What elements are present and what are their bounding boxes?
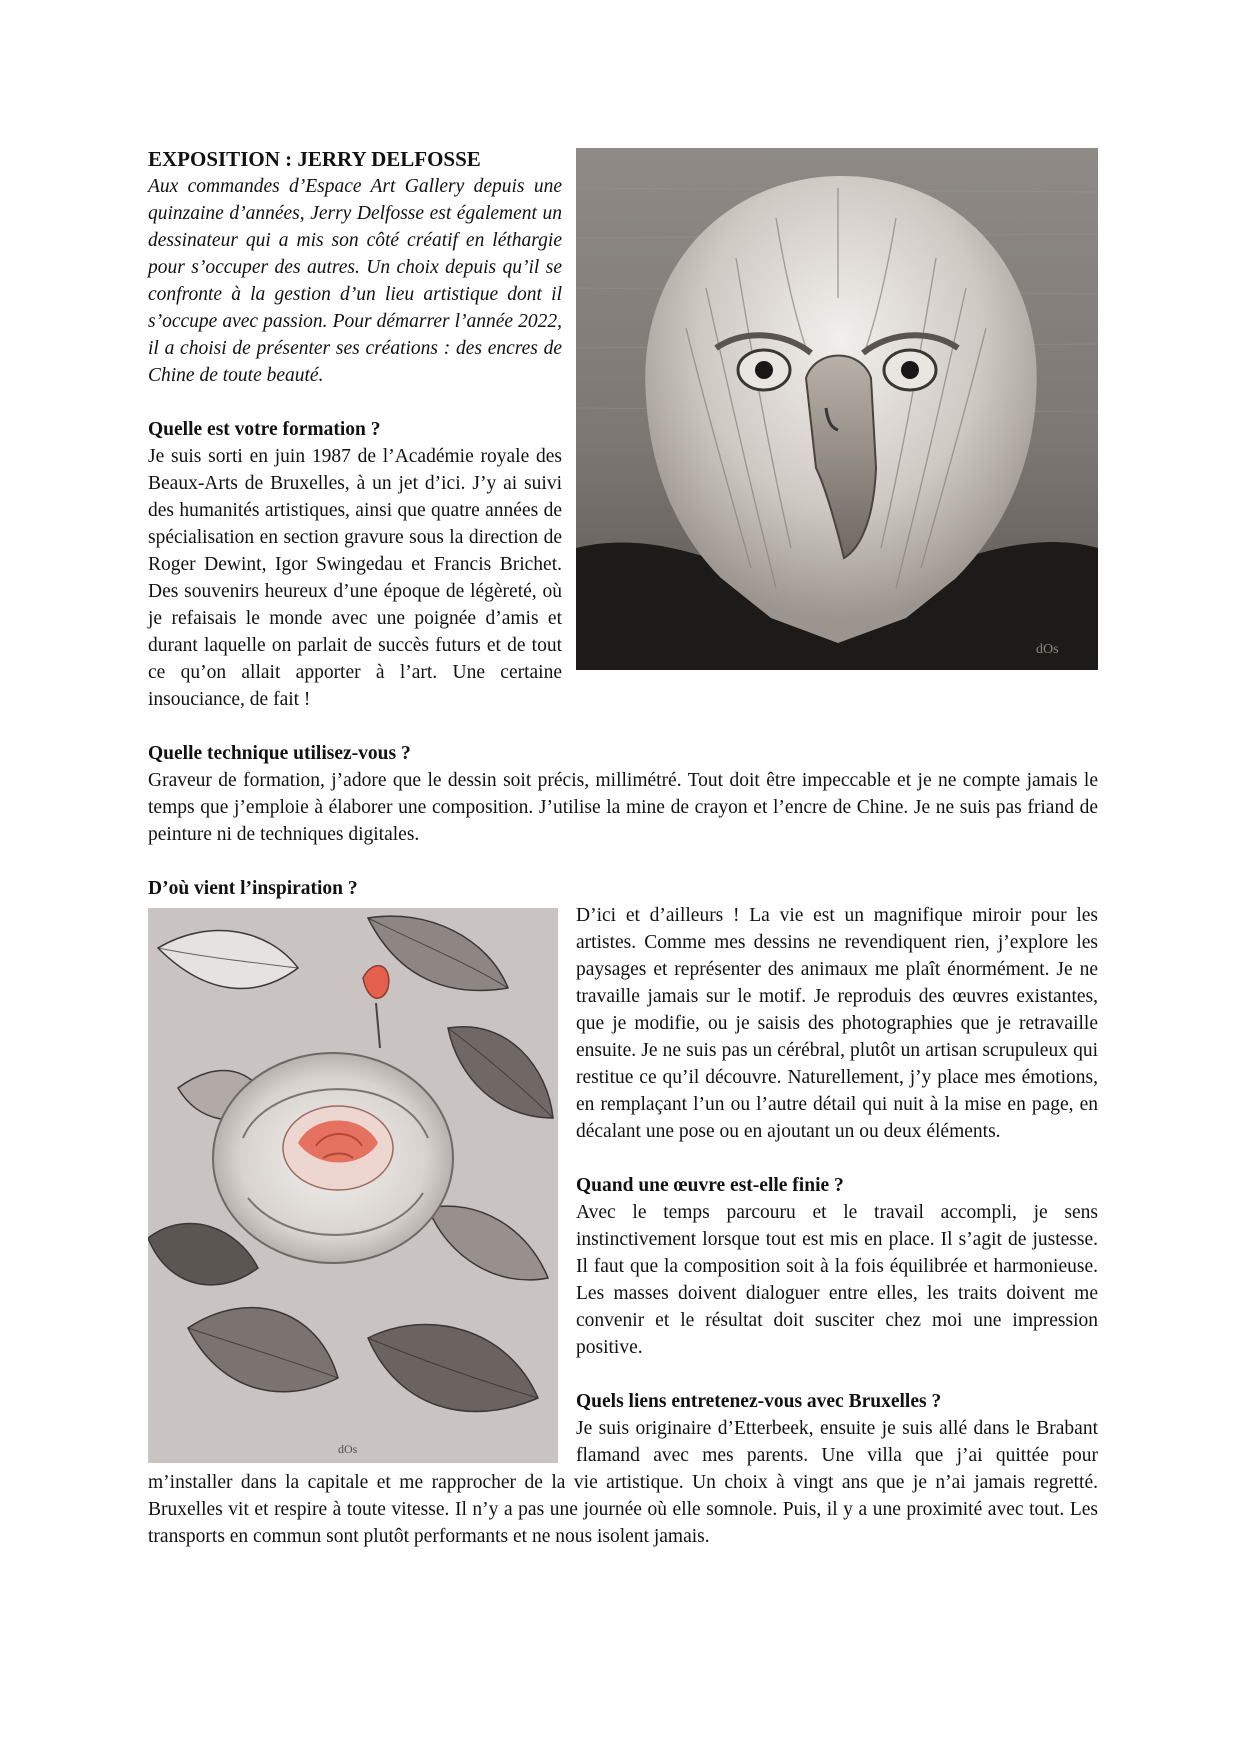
rose-ink-drawing-icon [148, 908, 558, 1463]
rose-signature: dOs [338, 1442, 358, 1456]
eagle-illustration [576, 148, 1098, 670]
question-formation: Quelle est votre formation ? [148, 419, 381, 440]
answer-bruxelles: Je suis originaire d’Etterbeek, ensuite je suis allé dans le Brabant flamand avec mes parents. Une villa que j’ai quittée pour m’installer dans la capitale et me rapprocher de la vie artistique. Un choix à vingt ans que je n’ai jamais regretté. Bruxelles vit et respire à toute vitesse. Il n’y a pas une journée où elle somnole. Puis, il y a une proximité avec tout. Les transports en commun sont plutôt performants et ne nous isolent jamais. [148, 1418, 1098, 1547]
section-technique [148, 740, 1098, 848]
article-intro: Aux commandes d’Espace Art Gallery depuis une quinzaine d’années, Jerry Delfosse est également un dessinateur qui a mis son côté créatif en léthargie pour s’occuper des autres. Un choix depuis qu’il se confronte à la gestion d’un lieu artistique dont il s’occupe avec passion. Pour démarrer l’année 2022, il a choisi de présenter ses créations : des encres de Chine de toute beauté. [148, 176, 562, 386]
answer-formation: Je suis sorti en juin 1987 de l’Académie royale des Beaux-Arts de Bruxelles, à un jet d’ici. J’y ai suivi des humanités artistiques, ainsi que quatre années de spécialisation en section gravure sous la direction de Roger Dewint, Igor Swingedau et Francis Brichet. Des souvenirs heureux d’une époque de légèreté, où je refaisais le monde avec une poignée d’amis et durant laquelle on parlait de succès futurs et de tout ce qu’on allait apporter à l’art. Une certaine insouciance, de fait ! [148, 446, 562, 710]
answer-inspiration: D’ici et d’ailleurs ! La vie est un magnifique miroir pour les artistes. Comme mes dessins ne revendiquent rien, j’explore les paysages et représenter des animaux me plaît énormément. Je ne travaille jamais sur le motif. Je reproduis des œuvres existantes, que je modifie, ou je saisis des photographies que je retravaille ensuite. Je ne suis pas un cérébral, plutôt un artisan scrupuleux qui restitue ce qu’il découvre. Naturellement, j’y place mes émotions, en remplaçant l’un ou l’autre détail qui nuit à la mise en page, en décalant une pose ou en ajoutant un ou deux éléments. [576, 905, 1098, 1142]
question-finie: Quand une œuvre est-elle finie ? [576, 1175, 844, 1196]
answer-technique: Graveur de formation, j’adore que le dessin soit précis, millimétré. Tout doit être impeccable et je ne compte jamais le temps que j’emploie à élaborer une composition. J’utilise la mine de crayon et l’encre de Chine. Je ne suis pas friand de peinture ni de techniques digitales. [148, 770, 1098, 845]
answer-finie: Avec le temps parcouru et le travail accompli, je sens instinctivement lorsque tout est mis en place. Il s’agit de justesse. Il faut que la composition soit à la fois équilibrée et harmonieuse. Les masses doivent dialoguer entre elles, les traits doivent me convenir et le résultat doit susciter chez moi une impression positive. [576, 1202, 1098, 1358]
eagle-ink-drawing-icon [576, 148, 1098, 670]
question-technique: Quelle technique utilisez-vous ? [148, 743, 411, 764]
question-bruxelles: Quels liens entretenez-vous avec Bruxelles ? [576, 1391, 942, 1412]
article [148, 146, 1098, 1550]
question-inspiration: D’où vient l’inspiration ? [148, 878, 358, 899]
article-title: EXPOSITION : JERRY DELFOSSE [148, 147, 481, 171]
eagle-signature: dOs [1036, 642, 1059, 657]
rose-illustration [148, 908, 558, 1463]
